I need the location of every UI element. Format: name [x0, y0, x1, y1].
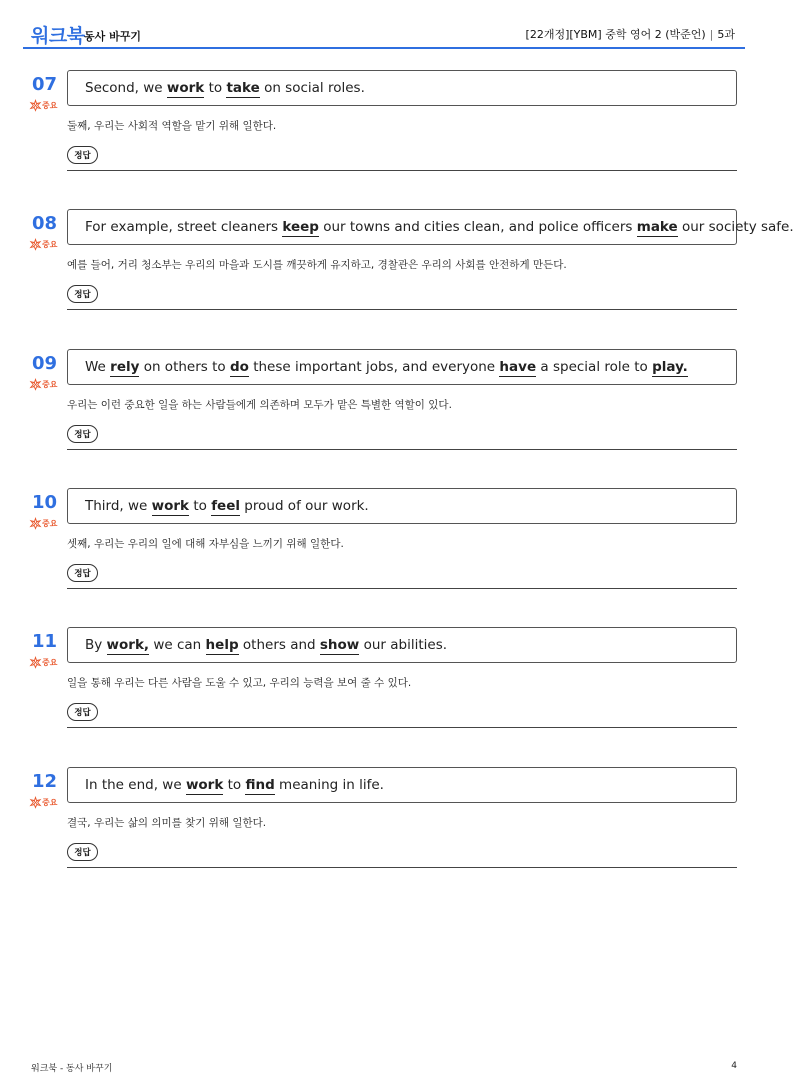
answer-button[interactable]: 정답 — [67, 843, 98, 861]
item-number: 10 — [32, 492, 58, 513]
target-verb: keep — [282, 219, 319, 235]
sentence-text: In the end, we — [85, 777, 186, 793]
important-badge — [30, 100, 57, 111]
star-burst-icon — [30, 100, 41, 111]
item-number: 12 — [32, 771, 58, 792]
sentence-text: to — [223, 777, 246, 793]
item-number: 08 — [32, 213, 58, 234]
sentence-text: to — [189, 498, 212, 514]
important-label: 중요 — [42, 658, 58, 667]
header-divider — [23, 47, 745, 49]
star-burst-icon — [30, 518, 41, 529]
sentence-text: Second, we — [85, 80, 167, 96]
korean-translation: 결국, 우리는 삶의 의미를 찾기 위해 일한다. — [67, 817, 267, 829]
page-number: 4 — [731, 1061, 737, 1071]
target-verb: play. — [652, 359, 688, 375]
sentence-text: to — [204, 80, 227, 96]
sentence-text: these important jobs, and everyone — [248, 359, 500, 375]
target-verb: have — [499, 359, 537, 375]
important-label: 중요 — [42, 380, 58, 389]
english-sentence — [85, 777, 384, 793]
target-verb: make — [636, 219, 678, 235]
item-number: 11 — [32, 631, 58, 652]
sentence-text: our abilities. — [359, 637, 448, 653]
sentence-text: meaning in life. — [274, 777, 384, 793]
korean-translation: 예를 들어, 거리 청소부는 우리의 마을과 도시를 깨끗하게 유지하고, 경찰관은 우리의 사회를 안전하게 만든다. — [67, 259, 567, 271]
important-badge — [30, 239, 57, 250]
target-verb: show — [319, 637, 360, 653]
sentence-text: We — [85, 359, 111, 375]
course-info — [526, 26, 735, 42]
star-burst-icon — [30, 379, 41, 390]
item-number: 09 — [32, 353, 58, 374]
sentence-box — [67, 349, 737, 385]
answer-button[interactable]: 정답 — [67, 564, 98, 582]
star-burst-icon — [30, 239, 41, 250]
target-verb: work, — [106, 637, 150, 653]
course-name: [22개정][YBM] 중학 영어 2 (박준언) — [525, 28, 706, 41]
korean-translation: 셋째, 우리는 우리의 일에 대해 자부심을 느끼기 위해 일한다. — [67, 538, 344, 550]
important-badge — [30, 518, 57, 529]
important-label: 중요 — [42, 519, 58, 528]
lesson-label: 5과 — [717, 28, 735, 41]
exercise-item — [0, 70, 768, 190]
english-sentence — [85, 219, 794, 235]
item-divider — [67, 867, 737, 868]
important-label: 중요 — [42, 101, 58, 110]
sentence-text: By — [85, 637, 107, 653]
item-divider — [67, 170, 737, 171]
sentence-text: on social roles. — [259, 80, 365, 96]
answer-button[interactable]: 정답 — [67, 703, 98, 721]
sentence-text: others and — [238, 637, 320, 653]
exercise-item — [0, 767, 768, 887]
answer-button[interactable]: 정답 — [67, 146, 98, 164]
item-divider — [67, 309, 737, 310]
sentence-text: our towns and cities clean, and police officers — [318, 219, 637, 235]
brand-title: 워크북 — [31, 25, 85, 47]
korean-translation: 일을 통해 우리는 다른 사람을 도울 수 있고, 우리의 능력을 보여 줄 수 있다. — [67, 677, 412, 689]
english-sentence — [85, 80, 365, 96]
important-badge — [30, 797, 57, 808]
star-burst-icon — [30, 657, 41, 668]
item-divider — [67, 588, 737, 589]
sentence-text: Third, we — [85, 498, 152, 514]
target-verb: do — [229, 359, 249, 375]
exercise-item — [0, 209, 794, 329]
important-badge — [30, 657, 57, 668]
important-badge — [30, 379, 57, 390]
sentence-text: proud of our work. — [240, 498, 369, 514]
sentence-box — [67, 488, 737, 524]
target-verb: find — [245, 777, 275, 793]
sentence-text: a special role to — [536, 359, 653, 375]
item-number: 07 — [32, 74, 58, 95]
footer-title: 워크북 - 동사 바꾸기 — [31, 1064, 113, 1074]
target-verb: rely — [110, 359, 140, 375]
page-header — [0, 0, 768, 50]
korean-translation: 둘째, 우리는 사회적 역할을 맡기 위해 일한다. — [67, 120, 277, 132]
exercise-item — [0, 627, 768, 747]
english-sentence — [85, 637, 447, 653]
answer-button[interactable]: 정답 — [67, 425, 98, 443]
important-label: 중요 — [42, 240, 58, 249]
item-divider — [67, 449, 737, 450]
sentence-text: our society safe. — [677, 219, 794, 235]
target-verb: feel — [211, 498, 241, 514]
sentence-box — [67, 209, 794, 245]
target-verb: work — [166, 80, 205, 96]
korean-translation: 우리는 이런 중요한 일을 하는 사람들에게 의존하며 모두가 맡은 특별한 역할이 있다. — [67, 399, 452, 411]
exercise-item — [0, 349, 768, 469]
english-sentence — [85, 359, 688, 375]
star-burst-icon — [30, 797, 41, 808]
answer-button[interactable]: 정답 — [67, 285, 98, 303]
important-label: 중요 — [42, 798, 58, 807]
sentence-box — [67, 627, 737, 663]
sentence-text: on others to — [139, 359, 230, 375]
sentence-box — [67, 767, 737, 803]
target-verb: help — [205, 637, 239, 653]
section-subtitle: 동사 바꾸기 — [84, 30, 141, 43]
item-divider — [67, 727, 737, 728]
sentence-text: For example, street cleaners — [85, 219, 283, 235]
target-verb: work — [185, 777, 224, 793]
sentence-box — [67, 70, 737, 106]
target-verb: work — [151, 498, 190, 514]
exercise-item — [0, 488, 768, 608]
header-separator: | — [709, 28, 714, 41]
target-verb: take — [226, 80, 260, 96]
sentence-text: we can — [149, 637, 206, 653]
english-sentence — [85, 498, 369, 514]
